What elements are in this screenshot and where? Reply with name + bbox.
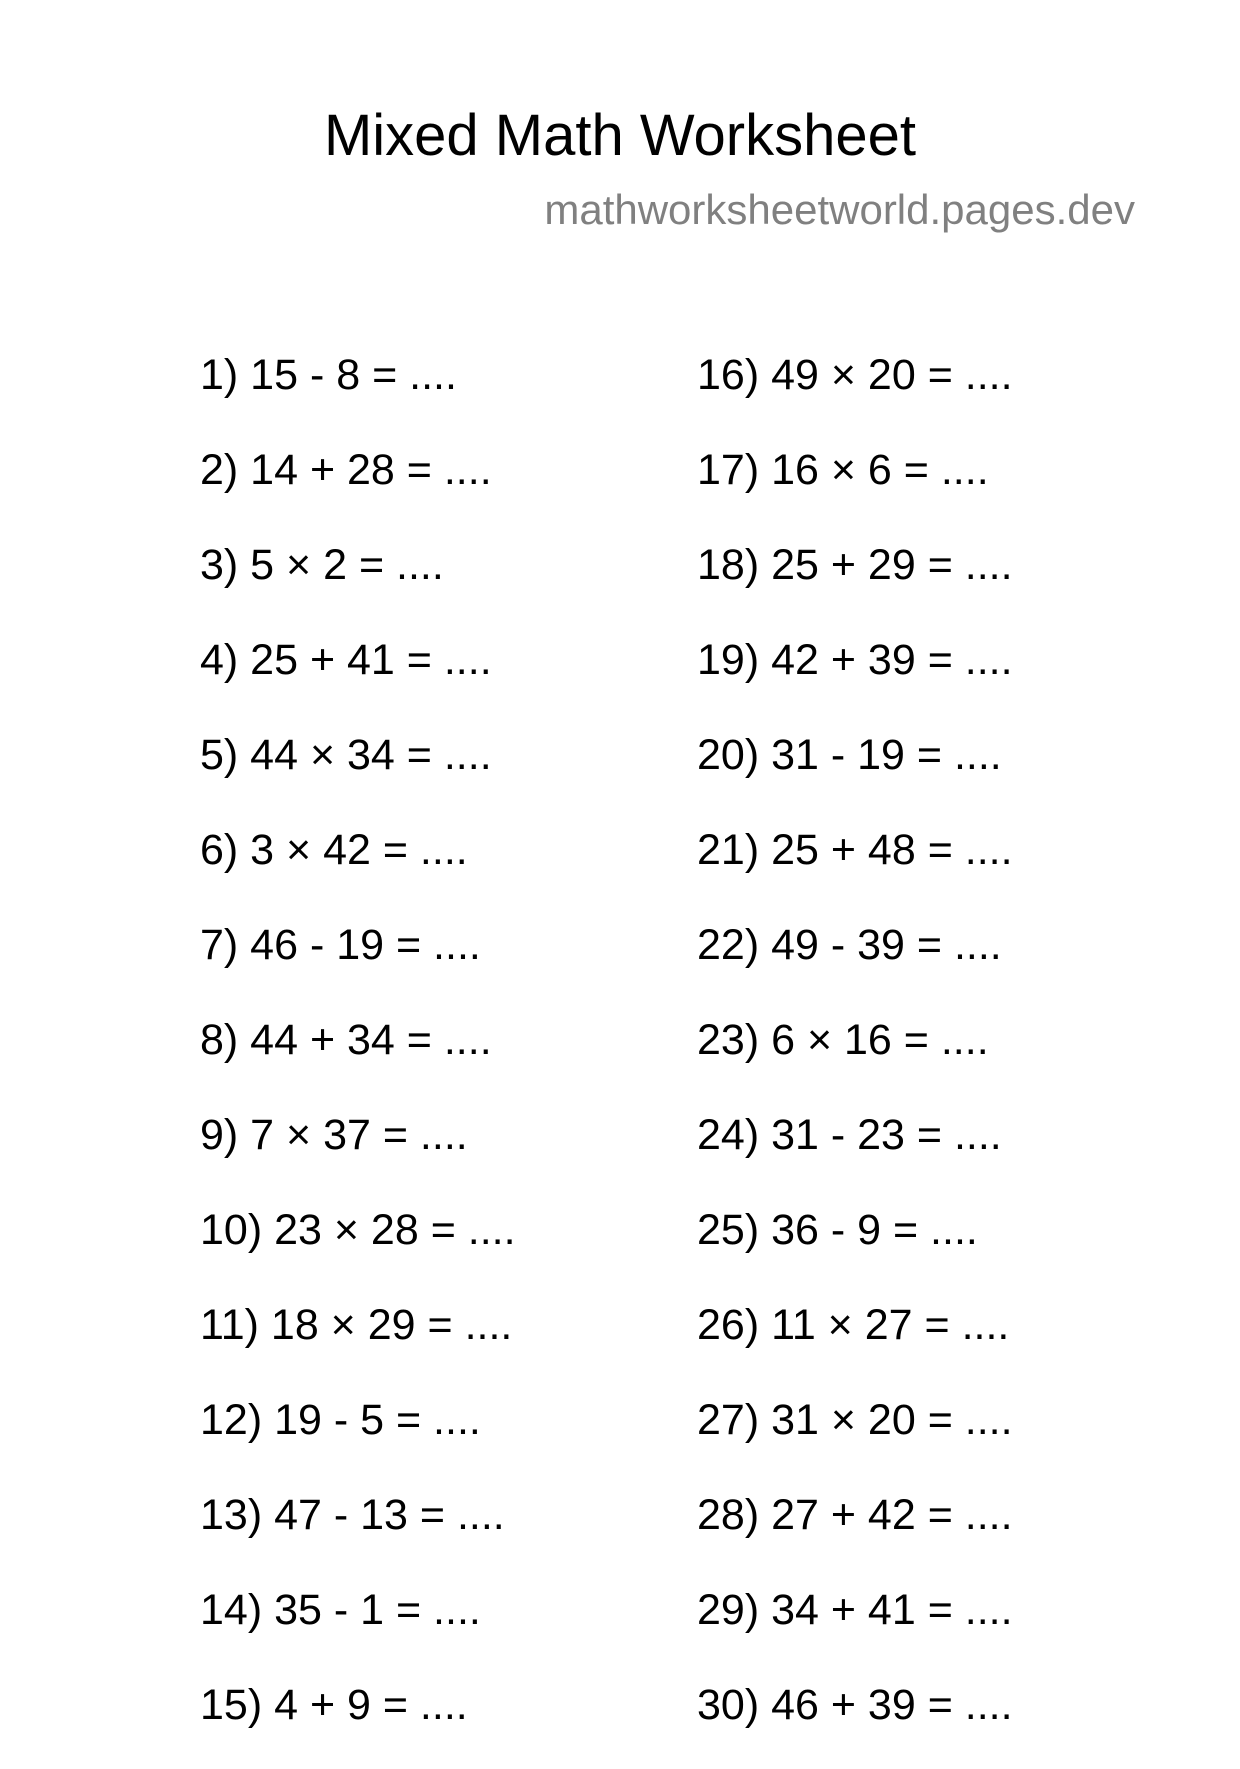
problem-item: 3) 5 × 2 = ....	[200, 541, 444, 589]
problem-item: 5) 44 × 34 = ....	[200, 731, 492, 779]
problem-item: 2) 14 + 28 = ....	[200, 446, 492, 494]
problem-item: 11) 18 × 29 = ....	[200, 1301, 513, 1349]
problem-item: 12) 19 - 5 = ....	[200, 1396, 481, 1444]
problem-item: 30) 46 + 39 = ....	[697, 1681, 1013, 1729]
problem-item: 22) 49 - 39 = ....	[697, 921, 1002, 969]
problem-item: 1) 15 - 8 = ....	[200, 351, 457, 399]
problem-item: 20) 31 - 19 = ....	[697, 731, 1002, 779]
problem-column-left	[200, 344, 516, 1769]
problem-item: 27) 31 × 20 = ....	[697, 1396, 1013, 1444]
problem-item: 10) 23 × 28 = ....	[200, 1206, 516, 1254]
problem-item: 18) 25 + 29 = ....	[697, 541, 1013, 589]
problem-item: 28) 27 + 42 = ....	[697, 1491, 1013, 1539]
problem-item: 9) 7 × 37 = ....	[200, 1111, 468, 1159]
problem-item: 19) 42 + 39 = ....	[697, 636, 1013, 684]
problem-item: 14) 35 - 1 = ....	[200, 1586, 481, 1634]
problem-item: 23) 6 × 16 = ....	[697, 1016, 989, 1064]
problem-item: 25) 36 - 9 = ....	[697, 1206, 978, 1254]
problem-item: 7) 46 - 19 = ....	[200, 921, 481, 969]
worksheet-title: Mixed Math Worksheet	[323, 103, 917, 168]
problem-item: 4) 25 + 41 = ....	[200, 636, 492, 684]
problem-item: 15) 4 + 9 = ....	[200, 1681, 468, 1729]
problem-item: 26) 11 × 27 = ....	[697, 1301, 1010, 1349]
problem-item: 16) 49 × 20 = ....	[697, 351, 1013, 399]
problem-item: 6) 3 × 42 = ....	[200, 826, 468, 874]
problem-item: 8) 44 + 34 = ....	[200, 1016, 492, 1064]
problem-item: 13) 47 - 13 = ....	[200, 1491, 505, 1539]
problem-item: 29) 34 + 41 = ....	[697, 1586, 1013, 1634]
problem-item: 17) 16 × 6 = ....	[697, 446, 989, 494]
problem-item: 24) 31 - 23 = ....	[697, 1111, 1002, 1159]
problem-item: 21) 25 + 48 = ....	[697, 826, 1013, 874]
problem-column-right	[697, 344, 1013, 1769]
source-url: mathworksheetworld.pages.dev	[544, 186, 1135, 233]
